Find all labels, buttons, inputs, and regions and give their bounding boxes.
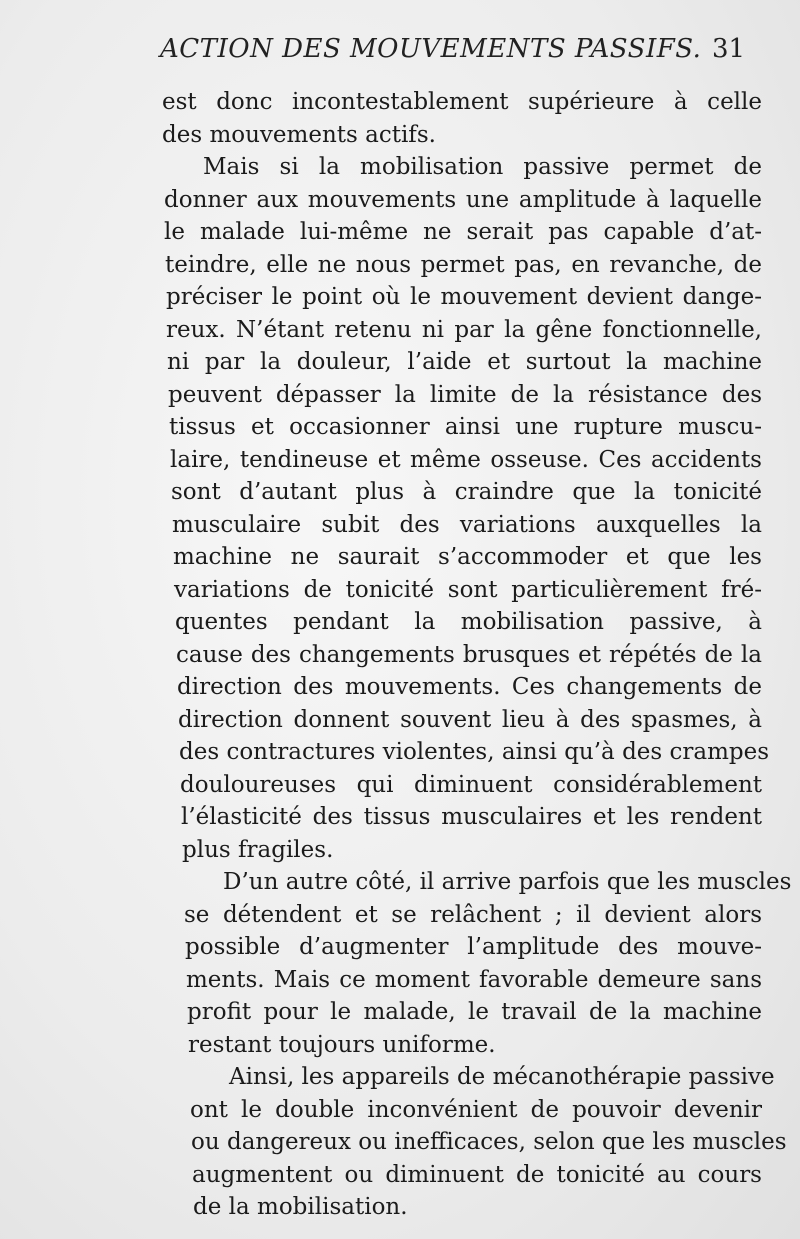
text-line: de la mobilisation. — [193, 1194, 408, 1220]
text-line: des contractures violentes, ainsi qu’à des crampes — [179, 739, 770, 765]
text-line: ou dangereux ou inefficaces, selon que les muscles — [191, 1129, 787, 1155]
text-line: restant toujours uniforme. — [188, 1031, 496, 1058]
text-line: machine ne saurait s’accommoder et que les — [173, 544, 762, 570]
paragraph-start-line: Ainsi, les appareils de mécanothérapie passive — [229, 1064, 775, 1090]
text-line: augmentent ou diminuent de tonicité au cours — [192, 1161, 762, 1188]
text-line: quentes pendant la mobilisation passive, à — [175, 609, 762, 635]
text-line: possible d’augmenter l’amplitude des mouve- — [185, 934, 762, 960]
paragraph-start-line: Mais si la mobilisation passive permet de — [203, 154, 762, 180]
running-head — [160, 30, 760, 70]
text-line: le malade lui-même ne serait pas capable d’at- — [164, 219, 762, 245]
text-line: douloureuses qui diminuent considérablement — [180, 771, 762, 798]
text-line: sont d’autant plus à craindre que la tonicité — [171, 479, 762, 505]
text-line: ments. Mais ce moment favorable demeure sans — [186, 966, 762, 993]
text-line: peuvent dépasser la limite de la résistance des — [168, 381, 762, 408]
text-line: se détendent et se relâchent ; il devient alors — [184, 901, 762, 928]
text-line: profit pour le malade, le travail de la machine — [187, 999, 762, 1025]
text-line: ont le double inconvénient de pouvoir devenir — [190, 1096, 762, 1123]
text-line: des mouvements actifs. — [162, 121, 436, 148]
text-line: cause des changements brusques et répétés de la — [176, 641, 762, 668]
text-line: préciser le point où le mouvement devient dange- — [166, 284, 762, 310]
text-line: plus fragiles. — [182, 836, 334, 863]
text-line: l’élasticité des tissus musculaires et les rendent — [181, 804, 762, 830]
text-line: donner aux mouvements une amplitude à laquelle — [164, 186, 762, 213]
paragraph-start-line: D’un autre côté, il arrive parfois que les muscles — [223, 869, 792, 895]
text-line: est donc incontestablement supérieure à celle — [162, 89, 762, 115]
text-line: laire, tendineuse et même osseuse. Ces accidents — [170, 446, 762, 473]
page-number: 31 — [712, 34, 746, 64]
text-line: direction des mouvements. Ces changements de — [177, 674, 762, 700]
running-title: ACTION DES MOUVEMENTS PASSIFS. — [160, 34, 702, 64]
text-line: reux. N’étant retenu ni par la gêne fonctionnelle, — [166, 316, 762, 343]
text-line: ni par la douleur, l’aide et surtout la machine — [167, 349, 762, 375]
text-line: musculaire subit des variations auxquelles la — [172, 511, 762, 538]
text-line: direction donnent souvent lieu à des spasmes, à — [178, 706, 762, 733]
text-line: variations de tonicité sont particulièrement fré- — [174, 576, 762, 603]
text-line: tissus et occasionner ainsi une rupture muscu- — [169, 414, 762, 440]
text-line: teindre, elle ne nous permet pas, en revanche, de — [165, 251, 762, 278]
body-text — [162, 86, 792, 1224]
